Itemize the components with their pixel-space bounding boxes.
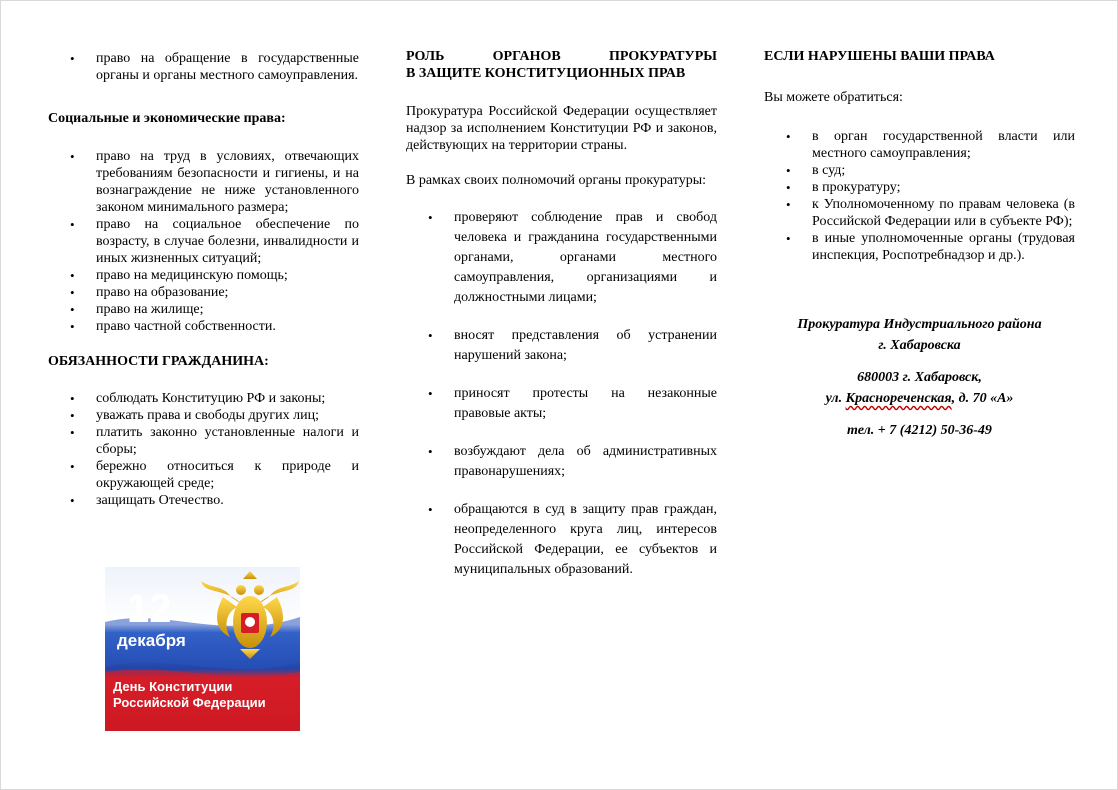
address-prefix: ул. [825,391,846,406]
list-item: • платить законно установленные налоги и сборы; [48,424,359,458]
column-1 [48,44,359,509]
list-item: • право на медицинскую помощь; [48,267,359,284]
poster-day: 12 [127,587,172,631]
social-rights-list [48,148,359,335]
social-rights-heading: Социальные и экономические права: [48,111,286,126]
address-suffix: , д. 70 «А» [951,391,1014,406]
duties-heading: ОБЯЗАННОСТИ ГРАЖДАНИНА: [48,354,269,369]
prosecutor-office-block [764,314,1075,441]
poster-month: декабря [117,631,186,650]
list-item: • в прокуратуру; [764,179,1075,196]
list-item: • право на обращение в государственные органы и органы местного самоуправления. [48,50,359,84]
top-list [48,50,359,84]
address-street: Краснореченская [845,391,952,406]
list-item: • право на социальное обеспечение по возрасту, в случае болезни, инвалидности и иных жизненных ситуаций; [48,216,359,267]
list-item: • в иные уполномоченные органы (трудовая инспекция, Роспотребнадзор и др.). [764,230,1075,264]
column-2 [406,44,717,598]
list-item: • вносят представления об устранении нарушений закона; [406,326,717,366]
list-item: • бережно относиться к природе и окружающей среде; [48,458,359,492]
role-paragraph-1: Прокуратура Российской Федерации осуществляет надзор за исполнением Конституции РФ и законов, действующих на территории страны. [406,104,717,153]
role-heading [406,48,717,82]
poster-line2: Российской Федерации [113,695,266,710]
list-item: • к Уполномоченному по правам человека (в Российской Федерации или в субъекте РФ); [764,196,1075,230]
list-item: • право на жилище; [48,301,359,318]
role-heading-line1: РОЛЬ ОРГАНОВ ПРОКУРАТУРЫ [406,49,717,64]
column-3 [764,44,1075,441]
role-paragraph-2: В рамках своих полномочий органы прокуратуры: [406,173,707,188]
list-item: • защищать Отечество. [48,492,359,509]
duties-list [48,390,359,509]
list-item: • проверяют соблюдение прав и свобод человека и гражданина государственными органами, органами местного самоуправления, организациями и должностными лицами; [406,208,717,308]
constitution-day-poster [105,567,300,731]
list-item: • обращаются в суд в защиту прав граждан, неопределенного круга лиц, интересов Российской Федерации, ее субъектов и муниципальных образований. [406,500,717,580]
phone-number: тел. + 7 (4212) 50-36-49 [847,423,992,438]
list-item: • приносят протесты на незаконные правовые акты; [406,384,717,424]
list-item: • право на труд в условиях, отвечающих требованиям безопасности и гигиены, и на вознаграждение не ниже установленного законом минимального размера; [48,148,359,216]
role-list [406,208,717,580]
list-item: • соблюдать Конституцию РФ и законы; [48,390,359,407]
address-line-2 [764,388,1075,409]
role-heading-line2: В ЗАЩИТЕ КОНСТИТУЦИОННЫХ ПРАВ [406,66,686,81]
org-line-1: Прокуратура Индустриального района [797,317,1042,332]
poster-image [105,567,300,731]
list-item: • в орган государственной власти или местного самоуправления; [764,128,1075,162]
list-item: • в суд; [764,162,1075,179]
list-item: • право частной собственности. [48,318,359,335]
list-item: • право на образование; [48,284,359,301]
list-item: • уважать права и свободы других лиц; [48,407,359,424]
contact-intro: Вы можете обратиться: [764,90,903,105]
contact-list [764,128,1075,264]
list-item: • возбуждают дела об административных правонарушениях; [406,442,717,482]
org-line-2: г. Хабаровска [878,338,961,353]
address-line-1: 680003 г. Хабаровск, [857,370,982,385]
violated-rights-heading: ЕСЛИ НАРУШЕНЫ ВАШИ ПРАВА [764,49,995,64]
poster-line1: День Конституции [113,679,233,694]
